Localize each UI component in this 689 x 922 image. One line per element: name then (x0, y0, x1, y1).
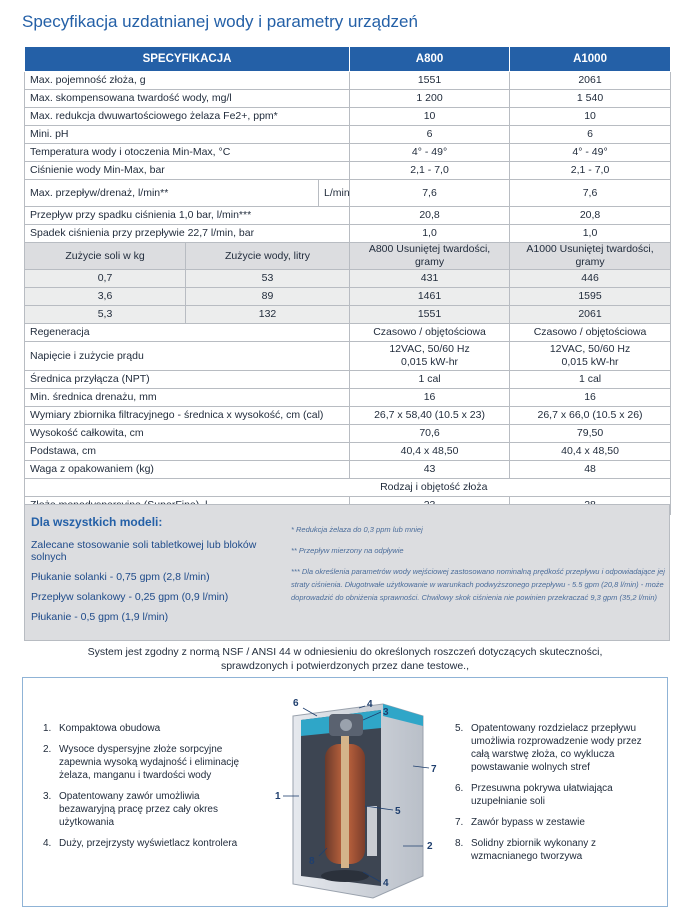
feature-number: 8. (455, 838, 464, 849)
feature-number: 7. (455, 817, 464, 828)
header-a800: A800 (350, 47, 510, 72)
cell-a1000: 6 (510, 126, 671, 144)
bed-section-row (25, 479, 671, 497)
row-label: Spadek ciśnienia przy przepływie 22,7 l/min, bar (25, 225, 350, 243)
row-label: Podstawa, cm (25, 443, 350, 461)
feature-item (43, 743, 248, 782)
salt-cell: 446 (510, 270, 671, 288)
distributor-tube (341, 728, 349, 868)
cell-a1000 (510, 342, 671, 371)
feature-text: Kompaktowa obudowa (59, 723, 161, 734)
feature-item (43, 837, 248, 850)
cell-a800: 26,7 x 58,40 (10.5 x 23) (350, 407, 510, 425)
cell-a800: 10 (350, 108, 510, 126)
notes-left (31, 515, 287, 631)
regen-row (25, 324, 671, 342)
cell-a1000: 1 cal (510, 371, 671, 389)
features-box (22, 677, 668, 907)
cell-a1000: 26,7 x 66,0 (10.5 x 26) (510, 407, 671, 425)
feature-text: Zawór bypass w zestawie (471, 817, 585, 828)
cell-a1000: 20,8 (510, 207, 671, 225)
table-row (25, 162, 671, 180)
salt-cell: 89 (186, 288, 350, 306)
cell-a800: 7,6 (350, 180, 510, 207)
row-label: Regeneracja (25, 324, 350, 342)
notes-panel (24, 504, 670, 641)
row-label: Min. średnica drenażu, mm (25, 389, 350, 407)
feature-item (455, 722, 650, 774)
salt-cell: 1461 (350, 288, 510, 306)
note-line: Płukanie solanki - 0,75 gpm (2,8 l/min) (31, 571, 210, 583)
brine-well (367, 806, 377, 856)
table-row (25, 443, 671, 461)
cell-a800: 6 (350, 126, 510, 144)
row-label: Max. skompensowana twardość wody, mg/l (25, 90, 350, 108)
cell-a800: 2,1 - 7,0 (350, 162, 510, 180)
cell-a800: 16 (350, 389, 510, 407)
footnote: * Redukcja żelaza do 0,3 ppm lub mniej (291, 525, 423, 534)
row-unit: L/min (319, 180, 350, 207)
page-title: Specyfikacja uzdatnianej wody i parametry urządzeń (22, 12, 418, 31)
table-header-row (25, 47, 671, 72)
salt-header-c2: Zużycie wody, litry (186, 243, 350, 270)
row-label: Mini. pH (25, 126, 350, 144)
cell-a1000: 40,4 x 48,50 (510, 443, 671, 461)
salt-row (25, 270, 671, 288)
salt-cell: 3,6 (25, 288, 186, 306)
table-row (25, 72, 671, 90)
feature-text: Duży, przejrzysty wyświetlacz kontrolera (59, 838, 238, 849)
note-line: Zalecane stosowanie soli tabletkowej lub bloków solnych (31, 539, 257, 563)
salt-header-c4: A1000 Usuniętej twardości, gramy (510, 243, 671, 270)
salt-header-c3: A800 Usuniętej twardości, gramy (350, 243, 510, 270)
feature-number: 6. (455, 783, 464, 794)
cell-a800: 70,6 (350, 425, 510, 443)
salt-cell: 431 (350, 270, 510, 288)
cell-a1000: 10 (510, 108, 671, 126)
note-line: Płukanie - 0,5 gpm (1,9 l/min) (31, 611, 169, 623)
cell-a1000: 1,0 (510, 225, 671, 243)
callout-7: 7 (431, 764, 437, 775)
cell-a800 (350, 342, 510, 371)
header-a1000: A1000 (510, 47, 671, 72)
salt-cell: 1595 (510, 288, 671, 306)
row-label: Waga z opakowaniem (kg) (25, 461, 350, 479)
table-row (25, 207, 671, 225)
power-a1000-line1: 12VAC, 50/60 Hz (549, 343, 631, 355)
feature-number: 4. (43, 838, 52, 849)
power-a800-line1: 12VAC, 50/60 Hz (389, 343, 470, 355)
features-left-list (43, 722, 248, 858)
row-label: Ciśnienie wody Min-Max, bar (25, 162, 350, 180)
footnote: ** Przepływ mierzony na odpływie (291, 546, 404, 555)
feature-text: Wysoce dyspersyjne złoże sorpcyjne zapewnia wysoką wydajność i eliminację żelaza, manganu i twardości wody (59, 744, 240, 781)
power-a800-line2: 0,015 kW-hr (401, 356, 459, 368)
compliance-statement (40, 645, 650, 673)
feature-text: Przesuwna pokrywa ułatwiająca uzupełnianie soli (471, 783, 613, 807)
feature-item (455, 837, 650, 863)
softener-illustration (263, 686, 443, 906)
cell-a1000: 2061 (510, 72, 671, 90)
table-row (25, 126, 671, 144)
salt-cell: 132 (186, 306, 350, 324)
table-row (25, 108, 671, 126)
callout-4-bottom: 4 (383, 878, 389, 889)
cell-a1000: 48 (510, 461, 671, 479)
feature-text: Opatentowany rozdzielacz przepływu umożliwia rozprowadzenie wody przez całą warstwę złoża, co wyklucza powstawanie wolnych stref (471, 723, 642, 773)
row-label: Max. pojemność złoża, g (25, 72, 350, 90)
feature-item (43, 722, 248, 735)
footnotes (291, 523, 667, 612)
cell-a800: 43 (350, 461, 510, 479)
power-row (25, 342, 671, 371)
tank-base (321, 870, 369, 882)
feature-item (43, 790, 248, 829)
cell-a1000: 1 540 (510, 90, 671, 108)
row-label: Napięcie i zużycie prądu (25, 342, 350, 371)
cell-a1000: 79,50 (510, 425, 671, 443)
salt-cell: 53 (186, 270, 350, 288)
footnote: *** Dla określenia parametrów wody wejściowej zastosowano nominalną prędkość przepływu i odpowiadające jej straty ciśnienia. Długotrwałe użytkowanie w warunkach podwyższonego przepływu - 5.5 gpm (20,8 l/min) - może doprowadzić do obniżenia sprawności. Chwilowy skok ciśnienia nie powinien przekraczać 9,3 gpm (35,2 l/min) (291, 567, 665, 602)
feature-number: 3. (43, 791, 52, 802)
cell-a800: 4° - 49° (350, 144, 510, 162)
row-label: Max. przepływ/drenaż, l/min** (25, 180, 319, 207)
salt-cell: 2061 (510, 306, 671, 324)
power-a1000-line2: 0,015 kW-hr (561, 356, 619, 368)
cell-a1000: 4° - 49° (510, 144, 671, 162)
feature-number: 1. (43, 723, 52, 734)
row-label: Przepływ przy spadku ciśnienia 1,0 bar, l/min*** (25, 207, 350, 225)
salt-cell: 5,3 (25, 306, 186, 324)
feature-item (455, 782, 650, 808)
cell-a800: 20,8 (350, 207, 510, 225)
header-spec: SPECYFIKACJA (25, 47, 350, 72)
callout-8: 8 (309, 856, 315, 867)
row-label: Temperatura wody i otoczenia Min-Max, °C (25, 144, 350, 162)
salt-cell: 0,7 (25, 270, 186, 288)
table-row (25, 371, 671, 389)
callout-1: 1 (275, 791, 281, 802)
cell-a1000: 2,1 - 7,0 (510, 162, 671, 180)
cell-a800: 1,0 (350, 225, 510, 243)
callout-4-top: 4 (367, 699, 373, 710)
row-label: Wymiary zbiornika filtracyjnego - średnica x wysokość, cm (cal) (25, 407, 350, 425)
notes-heading: Dla wszystkich modeli: (31, 515, 163, 529)
table-row (25, 225, 671, 243)
compliance-line-1: System jest zgodny z normą NSF / ANSI 44 w odniesieniu do określonych roszczeń dotyczących skuteczności, (87, 646, 603, 658)
feature-text: Solidny zbiornik wykonany z wzmacnianego tworzywa (471, 838, 597, 862)
spec-table (24, 46, 671, 515)
callout-2: 2 (427, 841, 433, 852)
cell-a800: 40,4 x 48,50 (350, 443, 510, 461)
row-label: Max. redukcja dwuwartościowego żelaza Fe2+, ppm* (25, 108, 350, 126)
callout-6: 6 (293, 698, 299, 709)
callout-5: 5 (395, 806, 401, 817)
table-row (25, 90, 671, 108)
salt-cell: 1551 (350, 306, 510, 324)
callout-3: 3 (383, 707, 389, 718)
cell-a800: 1551 (350, 72, 510, 90)
table-row (25, 144, 671, 162)
table-row (25, 407, 671, 425)
salt-header-c1: Zużycie soli w kg (25, 243, 186, 270)
bed-section-title: Rodzaj i objętość złoża (380, 481, 488, 493)
feature-number: 5. (455, 723, 464, 734)
table-row (25, 389, 671, 407)
cell-a800: 1 cal (350, 371, 510, 389)
feature-item (455, 816, 650, 829)
features-right-list (455, 722, 650, 871)
cell-a800: Czasowo / objętościowa (350, 324, 510, 342)
flow-row (25, 180, 671, 207)
control-valve (329, 714, 363, 736)
table-row (25, 425, 671, 443)
compliance-line-2: sprawdzonych i potwierdzonych przez dane testowe., (220, 660, 470, 672)
cell-a1000: Czasowo / objętościowa (510, 324, 671, 342)
salt-header-row (25, 243, 671, 270)
cell-a800: 1 200 (350, 90, 510, 108)
table-row (25, 461, 671, 479)
cell-a1000: 7,6 (510, 180, 671, 207)
salt-row (25, 306, 671, 324)
cell-a1000: 16 (510, 389, 671, 407)
feature-number: 2. (43, 744, 52, 755)
feature-text: Opatentowany zawór umożliwia bezawaryjną pracę przez cały okres użytkowania (59, 791, 218, 828)
note-line: Przepływ solankowy - 0,25 gpm (0,9 l/min) (31, 591, 229, 603)
salt-row (25, 288, 671, 306)
row-label: Wysokość całkowita, cm (25, 425, 350, 443)
row-label: Średnica przyłącza (NPT) (25, 371, 350, 389)
